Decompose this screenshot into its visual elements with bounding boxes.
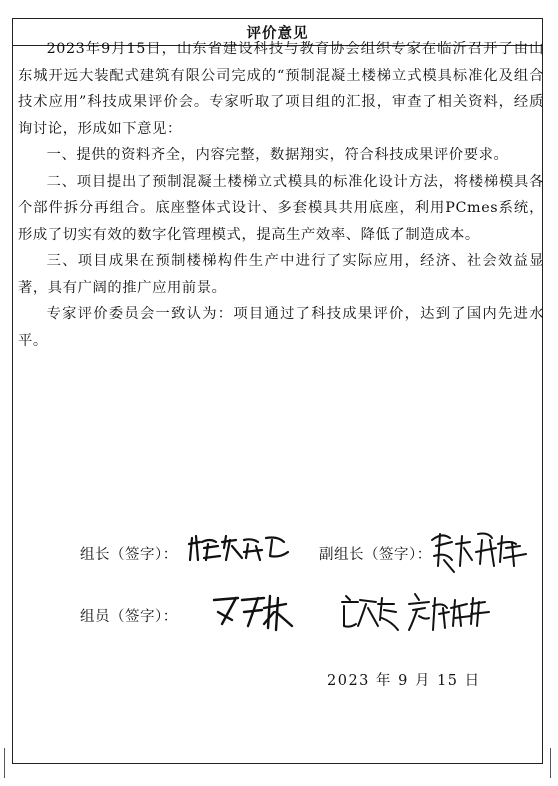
- member-signature-3: [405, 590, 493, 636]
- paragraph-opinion-1: 一、提供的资料齐全，内容完整，数据翔实，符合科技成果评价要求。: [46, 147, 509, 163]
- vice-leader-signature-row: [319, 543, 432, 564]
- leader-handwritten-signature: [186, 530, 296, 566]
- scan-edge-left: [4, 748, 5, 778]
- opinion-body: [18, 36, 544, 354]
- vice-leader-label: 副组长（签字）：: [319, 547, 432, 563]
- vice-leader-handwritten-signature: [428, 526, 533, 576]
- paragraph-conclusion: 专家评价委员会一致认为：项目通过了科技成果评价，达到了国内先进水平。: [18, 306, 544, 349]
- signature-date: 2023 年 9 月 15 日: [327, 673, 481, 689]
- page-title: 评价意见: [246, 25, 309, 42]
- member-signature-row: [80, 605, 178, 626]
- member-signature-1: [208, 590, 308, 635]
- member-signature-2: [338, 592, 406, 636]
- paragraph-opinion-3: 三、项目成果在预制楼梯构件生产中进行了实际应用，经济、社会效益显著，具有广阔的推广应用前景。: [18, 253, 544, 296]
- scan-edge-right: [550, 748, 551, 778]
- leader-label: 组长（签字）：: [80, 547, 178, 563]
- paragraph-intro: 2023年9月15日，山东省建设科技与教育协会组织专家在临沂召开了由山东城开远大装配式建筑有限公司完成的“预制混凝土楼梯立式模具标准化及组合技术应用”科技成果评价会。专家听取了项目组的汇报，审查了相关资料，经质询讨论，形成如下意见：: [18, 41, 544, 137]
- member-label: 组员（签字）：: [80, 609, 178, 625]
- leader-signature-row: [80, 543, 178, 564]
- paragraph-opinion-2: 二、项目提出了预制混凝土楼梯立式模具的标准化设计方法，将楼梯模具各个部件拆分再组合。底座整体式设计、多套模具共用底座，利用PCmes系统，形成了切实有效的数字化管理模式，提高生产效率、降低了制造成本。: [18, 173, 544, 243]
